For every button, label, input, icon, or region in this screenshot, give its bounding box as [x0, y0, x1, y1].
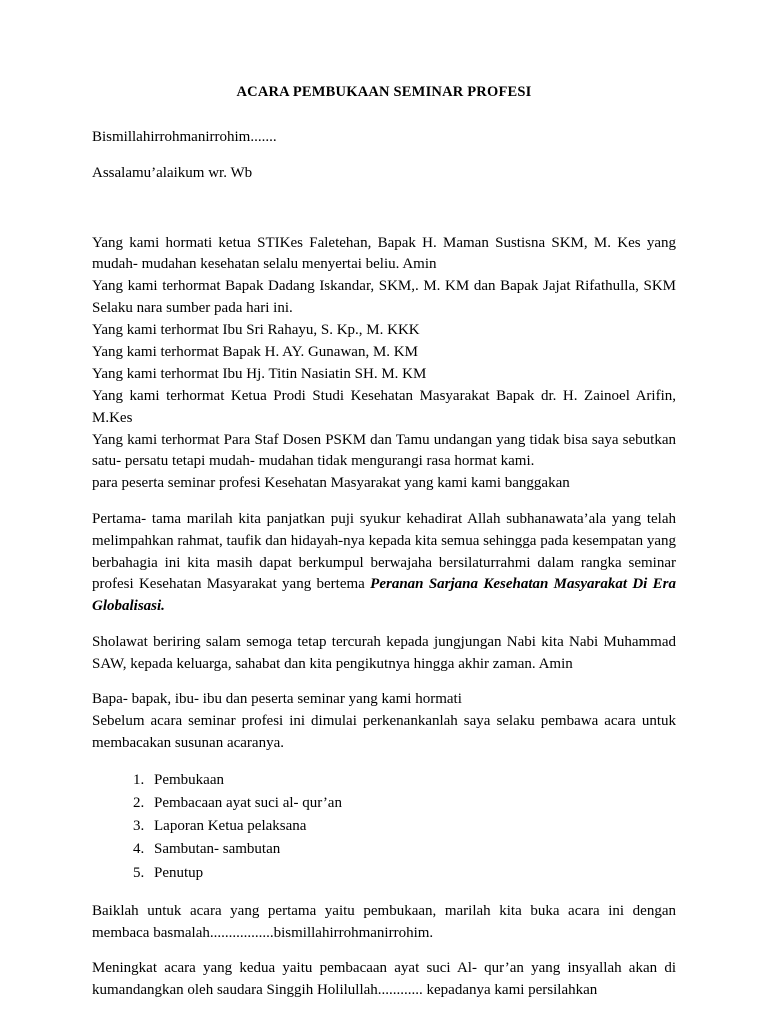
greetings-block — [92, 233, 676, 496]
paragraph-pertama — [92, 509, 676, 618]
greeting-line: Yang kami terhormat Bapak H. AY. Gunawan, M. KM — [92, 343, 418, 360]
list-item: 4. Sambutan- sambutan — [148, 838, 676, 861]
page-title: ACARA PEMBUKAAN SEMINAR PROFESI — [236, 84, 532, 100]
spacer — [92, 199, 676, 233]
list-item: 3. Laporan Ketua pelaksana — [148, 815, 676, 838]
paragraph-sholawat: Sholawat beriring salam semoga tetap tercurah kepada jungjungan Nabi kita Nabi Muhammad SAW, kepada keluarga, sahabat dan kita pengikutnya hingga akhir zaman. Amin — [92, 633, 676, 672]
greeting-line: Yang kami terhormat Ibu Sri Rahayu, S. Kp., M. KKK — [92, 322, 420, 339]
paragraph-pertama-text: Pertama- tama marilah kita panjatkan puji syukur kehadirat Allah subhanawata’ala yang telah melimpahkan rahmat, taufik dan hidayah-nya kepada kita semua sehingga pada kesempatan yang berbahagia ini kita masih dapat berkumpul berwajaha bersilaturrahmi dalam rangka seminar profesi Kesehatan Masyarakat yang bertema — [92, 511, 676, 593]
greeting-line: Yang kami terhormat Ketua Prodi Studi Kesehatan Masyarakat Bapak dr. H. Zainoel Arifin, M.Kes — [92, 387, 676, 426]
paragraph-baiklah: Baiklah untuk acara yang pertama yaitu pembukaan, marilah kita buka acara ini dengan membaca basmalah.................bismillahirrohmanirrohim. — [92, 902, 676, 941]
list-item: 5. Penutup — [148, 862, 676, 885]
greeting-line: Yang kami terhormat Para Staf Dosen PSKM dan Tamu undangan yang tidak bisa saya sebutkan satu- persatu tetapi mudah- mudahan tidak mengurangi rasa hormat kami. — [92, 431, 676, 470]
acara-list — [92, 769, 676, 885]
greeting-line: Yang kami terhormat Ibu Hj. Titin Nasiatin SH. M. KM — [92, 365, 427, 382]
greeting-line: para peserta seminar profesi Kesehatan Masyarakat yang kami kami banggakan — [92, 475, 570, 492]
seminar-theme: Peranan Sarjana Kesehatan Masyarakat Di Era Globalisasi. — [92, 576, 676, 615]
greeting-line: Yang kami hormati ketua STIKes Faletehan, Bapak H. Maman Sustisna SKM, M. Kes yang mudah- mudahan kesehatan selalu menyertai beliu. Amin — [92, 234, 676, 273]
paragraph-meningkat: Meningkat acara yang kedua yaitu pembacaan ayat suci Al- qur’an yang insyallah akan di kumandangkan oleh saudara Singgih Holilullah............ kepadanya kami persilahkan — [92, 960, 676, 999]
opening-salam: Assalamu’alaikum wr. Wb — [92, 164, 253, 181]
greeting-line: Yang kami terhormat Bapak Dadang Iskandar, SKM,. M. KM dan Bapak Jajat Rifathulla, SKM Selaku nara sumber pada hari ini. — [92, 278, 676, 317]
opening-bismillah: Bismillahirrohmanirrohim....... — [92, 129, 277, 145]
paragraph-bapak: Bapa- bapak, ibu- ibu dan peserta seminar yang kami hormati — [92, 691, 462, 708]
paragraph-sebelum: Sebelum acara seminar profesi ini dimulai perkenankanlah saya selaku pembawa acara untuk membacakan susunan acaranya. — [92, 713, 676, 751]
list-item: 2. Pembacaan ayat suci al- qur’an — [148, 792, 676, 815]
list-item: 1. Pembukaan — [148, 769, 676, 792]
